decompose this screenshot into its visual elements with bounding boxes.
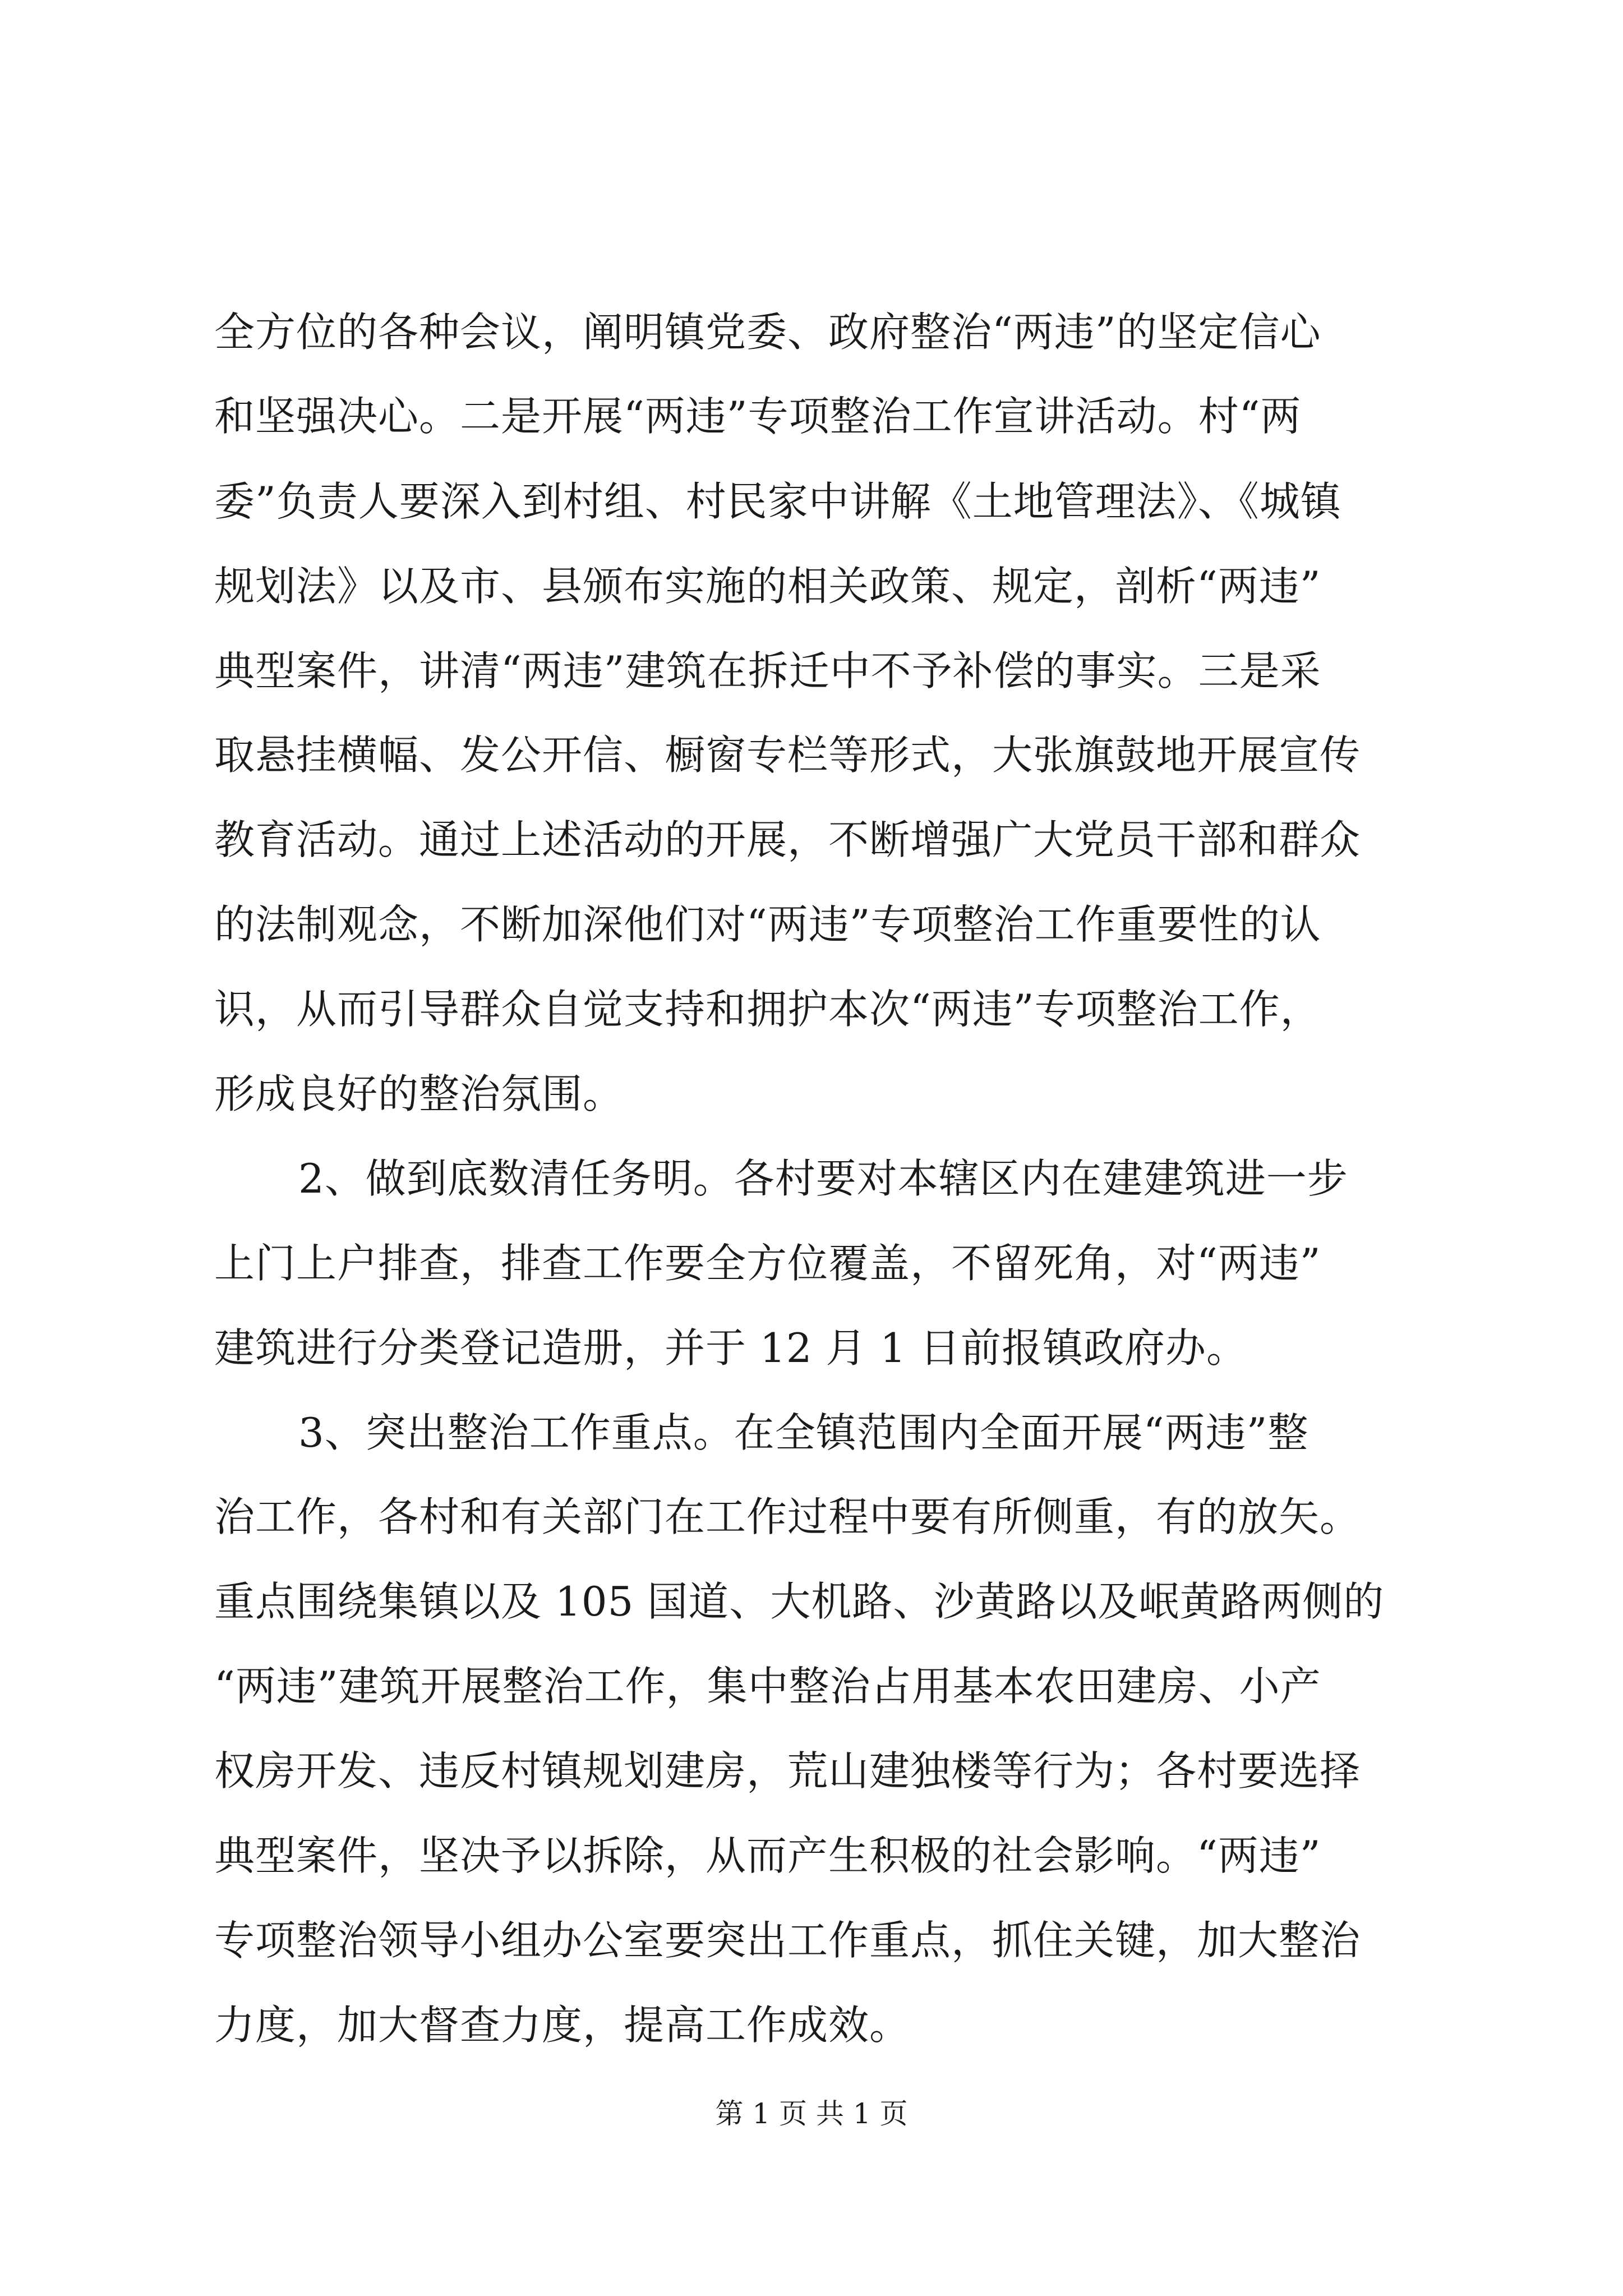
text-line: 重点围绕集镇以及 105 国道、大机路、沙黄路以及岷黄路两侧的 [214,1578,1385,1625]
text-line: 取悬挂横幅、发公开信、橱窗专栏等形式，大张旗鼓地开展宣传 [214,731,1361,779]
text-line: 的法制观念，不断加深他们对“两违”专项整治工作重要性的认 [214,901,1321,948]
text-line: 治工作，各村和有关部门在工作过程中要有所侧重，有的放矢。 [214,1493,1361,1540]
text-line: 专项整治领导小组办公室要突出工作重点，抓住关键，加大整治 [214,1917,1361,1964]
text-line: 规划法》以及市、县颁布实施的相关政策、规定，剖析“两违” [214,563,1321,610]
text-line: 委”负责人要深入到村组、村民家中讲解《土地管理法》、《城镇 [214,478,1341,525]
text-line: 权房开发、违反村镇规划建房，荒山建独楼等行为；各村要选择 [214,1747,1361,1795]
text-line: 识，从而引导群众自觉支持和拥护本次“两违”专项整治工作， [214,986,1321,1033]
text-line: 力度，加大督查力度，提高工作成效。 [214,2001,911,2049]
text-line: 建筑进行分类登记造册，并于 12 月 1 日前报镇政府办。 [214,1324,1247,1372]
text-line: 上门上户排查，排查工作要全方位覆盖，不留死角，对“两违” [214,1240,1321,1287]
text-line: “两违”建筑开展整治工作，集中整治占用基本农田建房、小产 [214,1663,1321,1710]
text-line: 全方位的各种会议，阐明镇党委、政府整治“两违”的坚定信心 [214,309,1321,356]
text-line: 典型案件，坚决予以拆除，从而产生积极的社会影响。“两违” [214,1832,1321,1879]
text-line: 教育活动。通过上述活动的开展，不断增强广大党员干部和群众 [214,816,1361,863]
text-line: 形成良好的整治氛围。 [214,1070,624,1117]
paragraph-start-line: 3、突出整治工作重点。在全镇范围内全面开展“两违”整 [298,1409,1309,1456]
page-footer: 第 1 页 共 1 页 [715,2097,908,2130]
text-line: 典型案件，讲清“两违”建筑在拆迁中不予补偿的事实。三是采 [214,647,1321,694]
text-line: 和坚强决心。二是开展“两违”专项整治工作宣讲活动。村“两 [214,393,1302,440]
paragraph-start-line: 2、做到底数清任务明。各村要对本辖区内在建建筑进一步 [298,1155,1348,1202]
